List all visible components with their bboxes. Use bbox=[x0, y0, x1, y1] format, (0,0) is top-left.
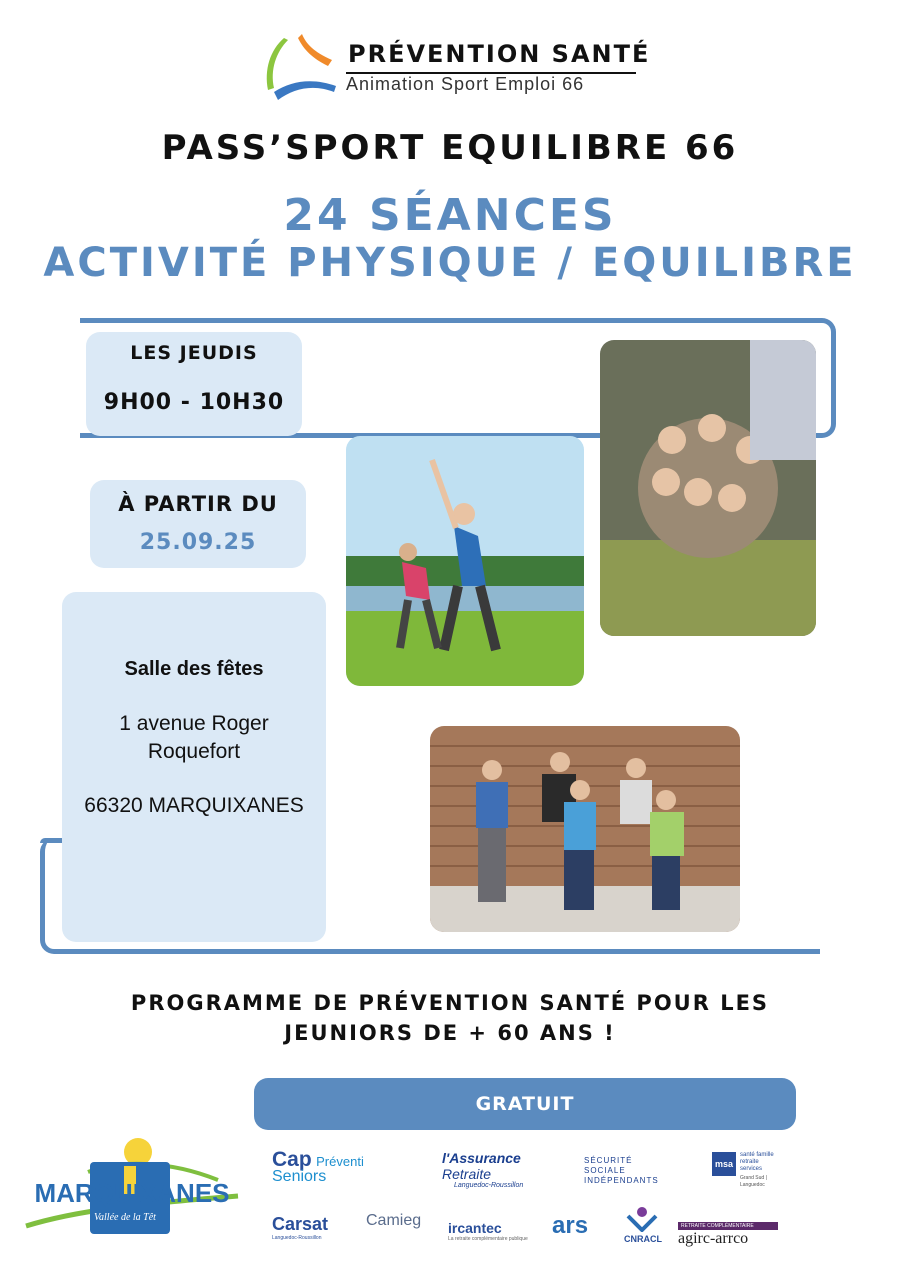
ircantec-logo bbox=[448, 1220, 528, 1242]
msa-logo-tagline: santé famille retraite services bbox=[740, 1152, 774, 1172]
seniors-circle-photo bbox=[600, 340, 816, 636]
msa-logo bbox=[712, 1152, 780, 1188]
schedule-day-box bbox=[86, 332, 302, 436]
program-line-1: PROGRAMME DE PRÉVENTION SANTÉ POUR LES bbox=[130, 991, 770, 1015]
group-exercise-photo bbox=[430, 726, 740, 932]
cap-logo-seniors: Seniors bbox=[272, 1168, 327, 1185]
brand-title: PRÉVENTION SANTÉ bbox=[348, 40, 651, 68]
cnracl-logo: CNRACL bbox=[624, 1234, 662, 1244]
start-label: À PARTIR DU bbox=[118, 492, 278, 516]
agirc-arrco-logo bbox=[678, 1222, 778, 1248]
start-date: 25.09.25 bbox=[139, 530, 257, 555]
day-label: LES JEUDIS bbox=[130, 342, 258, 364]
cnracl-emblem-icon bbox=[624, 1206, 660, 1232]
town-tagline: Vallée de la Têt bbox=[94, 1212, 156, 1223]
free-label: GRATUIT bbox=[475, 1093, 575, 1115]
cap-logo-text: Cap bbox=[272, 1148, 312, 1171]
brand-subtitle: Animation Sport Emploi 66 bbox=[346, 74, 585, 94]
prevention-sante-logo-icon bbox=[262, 30, 344, 106]
msa-logo-text bbox=[740, 1152, 780, 1189]
stretching-couple-photo bbox=[346, 436, 584, 686]
cap-logo-prevention: Préventi bbox=[316, 1154, 364, 1169]
seances-title: 24 SÉANCES bbox=[283, 190, 617, 241]
assurance-retraite-logo bbox=[434, 1150, 544, 1189]
ars-logo: ars bbox=[552, 1212, 589, 1239]
ircantec-logo-text: ircantec bbox=[448, 1220, 502, 1236]
carsat-logo-text: Carsat bbox=[272, 1214, 329, 1234]
town-logo bbox=[18, 1130, 246, 1236]
carsat-logo bbox=[272, 1214, 356, 1241]
carsat-logo-region: Languedoc-Roussillon bbox=[272, 1235, 322, 1241]
start-date-box bbox=[90, 480, 306, 568]
free-banner bbox=[254, 1078, 796, 1130]
venue-street: 1 avenue Roger Roquefort bbox=[119, 712, 269, 763]
town-name: MARQUIXANES bbox=[34, 1178, 230, 1208]
activity-title: ACTIVITÉ PHYSIQUE / EQUILIBRE bbox=[43, 240, 857, 286]
program-line-2: JEUNIORS DE + 60 ANS ! bbox=[284, 1021, 616, 1045]
msa-logo-mark: msa bbox=[712, 1152, 736, 1176]
assurance-logo-line2: Retraite bbox=[442, 1166, 492, 1182]
assurance-logo-line1: l'Assurance bbox=[442, 1150, 521, 1166]
msa-logo-region: Grand Sud | Languedoc bbox=[740, 1175, 767, 1188]
agirc-logo-main: agirc-arrco bbox=[678, 1230, 749, 1247]
camieg-logo: Camieg bbox=[366, 1212, 422, 1229]
assurance-logo-region: Languedoc-Roussillon bbox=[454, 1182, 524, 1189]
securite-sociale-logo: SÉCURITÉ SOCIALE INDÉPENDANTS bbox=[584, 1156, 659, 1185]
venue-box bbox=[62, 592, 326, 942]
agirc-logo-top: RETRAITE COMPLÉMENTAIRE bbox=[678, 1222, 778, 1230]
pass-title: PASS’SPORT EQUILIBRE 66 bbox=[161, 128, 739, 168]
cap-prevention-seniors-logo bbox=[272, 1148, 382, 1186]
program-text bbox=[0, 988, 900, 1048]
ircantec-logo-tagline: La retraite complémentaire publique bbox=[448, 1236, 528, 1242]
hours-label: 9H00 - 10H30 bbox=[103, 390, 285, 415]
venue-name: Salle des fêtes bbox=[124, 658, 264, 680]
venue-city: 66320 MARQUIXANES bbox=[84, 794, 304, 817]
